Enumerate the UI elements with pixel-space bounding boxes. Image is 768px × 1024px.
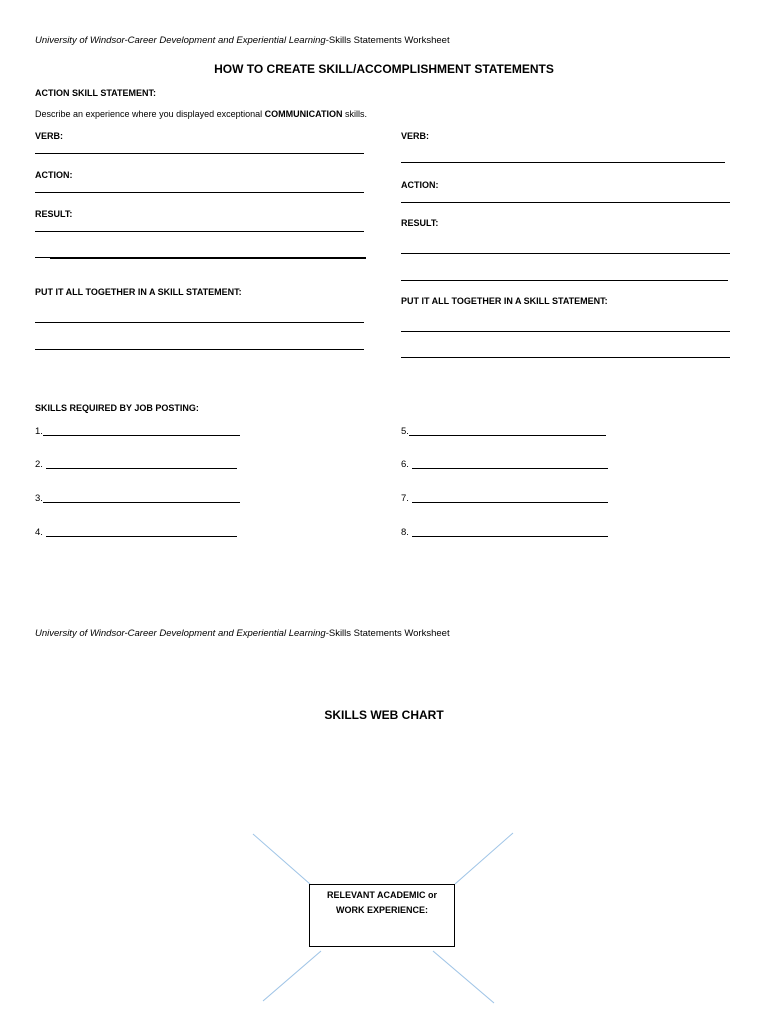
right-together-label: PUT IT ALL TOGETHER IN A SKILL STATEMENT: bbox=[401, 296, 608, 306]
header-italic: University of Windsor-Career Development and Experiential Learning bbox=[35, 35, 326, 46]
web-line-top-right bbox=[455, 833, 513, 884]
web-line-top-left bbox=[253, 834, 310, 884]
web-line-bottom-left bbox=[263, 951, 321, 1001]
experience-box-line1: RELEVANT ACADEMIC or bbox=[327, 890, 437, 900]
web-chart-title: SKILLS WEB CHART bbox=[324, 708, 444, 722]
skill-number-5: 5. bbox=[401, 426, 409, 437]
instruction-suffix: skills. bbox=[342, 109, 367, 119]
left-result-label: RESULT: bbox=[35, 209, 73, 219]
right-verb-label: VERB: bbox=[401, 131, 430, 141]
experience-box[interactable] bbox=[309, 884, 455, 947]
skills-required-heading: SKILLS REQUIRED BY JOB POSTING: bbox=[35, 403, 199, 413]
skill-number-4: 4. bbox=[35, 527, 43, 538]
instruction-prefix: Describe an experience where you displayed exceptional bbox=[35, 109, 265, 119]
web-line-bottom-right bbox=[433, 951, 494, 1003]
skill-number-7: 7. bbox=[401, 493, 409, 504]
skill-number-6: 6. bbox=[401, 459, 409, 470]
left-together-label: PUT IT ALL TOGETHER IN A SKILL STATEMENT: bbox=[35, 287, 242, 297]
experience-box-line2: WORK EXPERIENCE: bbox=[335, 905, 428, 915]
skill-number-1: 1. bbox=[35, 426, 43, 437]
left-verb-label: VERB: bbox=[35, 131, 64, 141]
skill-number-2: 2. bbox=[35, 459, 43, 470]
right-action-label: ACTION: bbox=[401, 180, 439, 190]
header-rest: -Skills Statements Worksheet bbox=[325, 35, 450, 46]
skill-number-3: 3. bbox=[35, 493, 43, 504]
page2-header-italic: University of Windsor-Career Development and Experiential Learning bbox=[35, 628, 326, 639]
left-action-label: ACTION: bbox=[35, 170, 73, 180]
page-title: HOW TO CREATE SKILL/ACCOMPLISHMENT STATEMENTS bbox=[214, 62, 554, 76]
page2-header-rest: -Skills Statements Worksheet bbox=[325, 628, 450, 639]
instruction-emphasis: COMMUNICATION bbox=[264, 109, 343, 119]
skill-number-8: 8. bbox=[401, 527, 409, 538]
right-result-label: RESULT: bbox=[401, 218, 439, 228]
action-skill-statement-heading: ACTION SKILL STATEMENT: bbox=[35, 88, 156, 98]
